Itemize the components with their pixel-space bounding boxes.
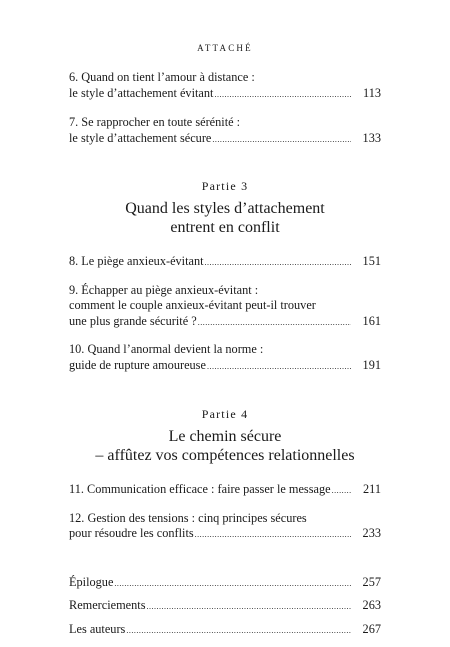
toc-entry-6[interactable] — [69, 70, 381, 102]
page-number: 257 — [362, 574, 381, 589]
dot-leader — [205, 255, 351, 271]
page-number: 191 — [362, 357, 381, 372]
part-title-line: – affûtez vos compétences relationnelles — [95, 447, 355, 464]
page-number: 211 — [363, 482, 381, 496]
toc-entry-text: le style d’attachement sécure — [69, 130, 212, 145]
dot-leader — [114, 576, 351, 592]
part-title-line: Le chemin sécure — [168, 428, 282, 445]
dot-leader — [214, 87, 351, 103]
toc-entry-text: une plus grande sécurité ? — [69, 313, 197, 328]
part-title — [69, 427, 381, 465]
toc-entry-text: Les auteurs — [69, 621, 126, 636]
toc-entry-11[interactable] — [69, 482, 381, 499]
page-number: 113 — [363, 85, 381, 100]
toc-entry-text: 11. Communication efficace : faire passer le message — [69, 482, 331, 496]
toc-entry-text: guide de rupture amoureuse — [69, 357, 206, 372]
toc-entry-text: 9. Échapper au piège anxieux-évitant : — [69, 282, 259, 297]
page-number: 133 — [362, 130, 381, 145]
toc-entry-9[interactable] — [69, 283, 381, 331]
dot-leader — [126, 623, 351, 639]
running-head: ATTACHÉ — [197, 43, 253, 53]
table-of-contents — [69, 70, 381, 638]
toc-entry-7[interactable] — [69, 115, 381, 147]
dot-leader — [207, 359, 351, 375]
page-number: 233 — [362, 526, 381, 540]
part-title-line: Quand les styles d’attachement — [125, 200, 325, 217]
toc-entry-text: Épilogue — [69, 574, 114, 589]
dot-leader — [212, 132, 351, 148]
dot-leader — [146, 599, 351, 615]
toc-entry-text: 8. Le piège anxieux-évitant — [69, 254, 204, 268]
toc-entry-epilogue[interactable] — [69, 575, 381, 592]
toc-entry-text: 7. Se rapprocher en toute sérénité : — [69, 115, 241, 129]
toc-entry-text: 6. Quand on tient l’amour à distance : — [69, 70, 255, 84]
page-number: 161 — [362, 313, 381, 328]
toc-entry-8[interactable] — [69, 254, 381, 271]
toc-entry-auteurs[interactable] — [69, 622, 381, 639]
part-title-line: entrent en conflit — [170, 219, 280, 236]
toc-entry-12[interactable] — [69, 511, 381, 543]
toc-entry-remerciements[interactable] — [69, 598, 381, 615]
dot-leader — [198, 315, 351, 331]
toc-entry-text: pour résoudre les conflits — [69, 526, 194, 540]
page-number: 151 — [362, 254, 381, 268]
dot-leader — [195, 527, 351, 543]
toc-entry-text: comment le couple anxieux-évitant peut-il trouver — [69, 298, 316, 312]
part-title — [69, 199, 381, 237]
part-label: Partie 4 — [201, 407, 249, 421]
page-number: 263 — [362, 598, 381, 612]
page-number: 267 — [362, 621, 381, 636]
toc-entry-text: le style d’attachement évitant — [69, 85, 214, 100]
part-label: Partie 3 — [201, 179, 249, 193]
toc-entry-text: 12. Gestion des tensions : cinq principes sécures — [69, 510, 307, 525]
dot-leader — [332, 483, 351, 499]
toc-entry-text: 10. Quand l’anormal devient la norme : — [69, 342, 264, 356]
toc-entry-text: Remerciements — [69, 598, 146, 612]
toc-entry-10[interactable] — [69, 342, 381, 374]
